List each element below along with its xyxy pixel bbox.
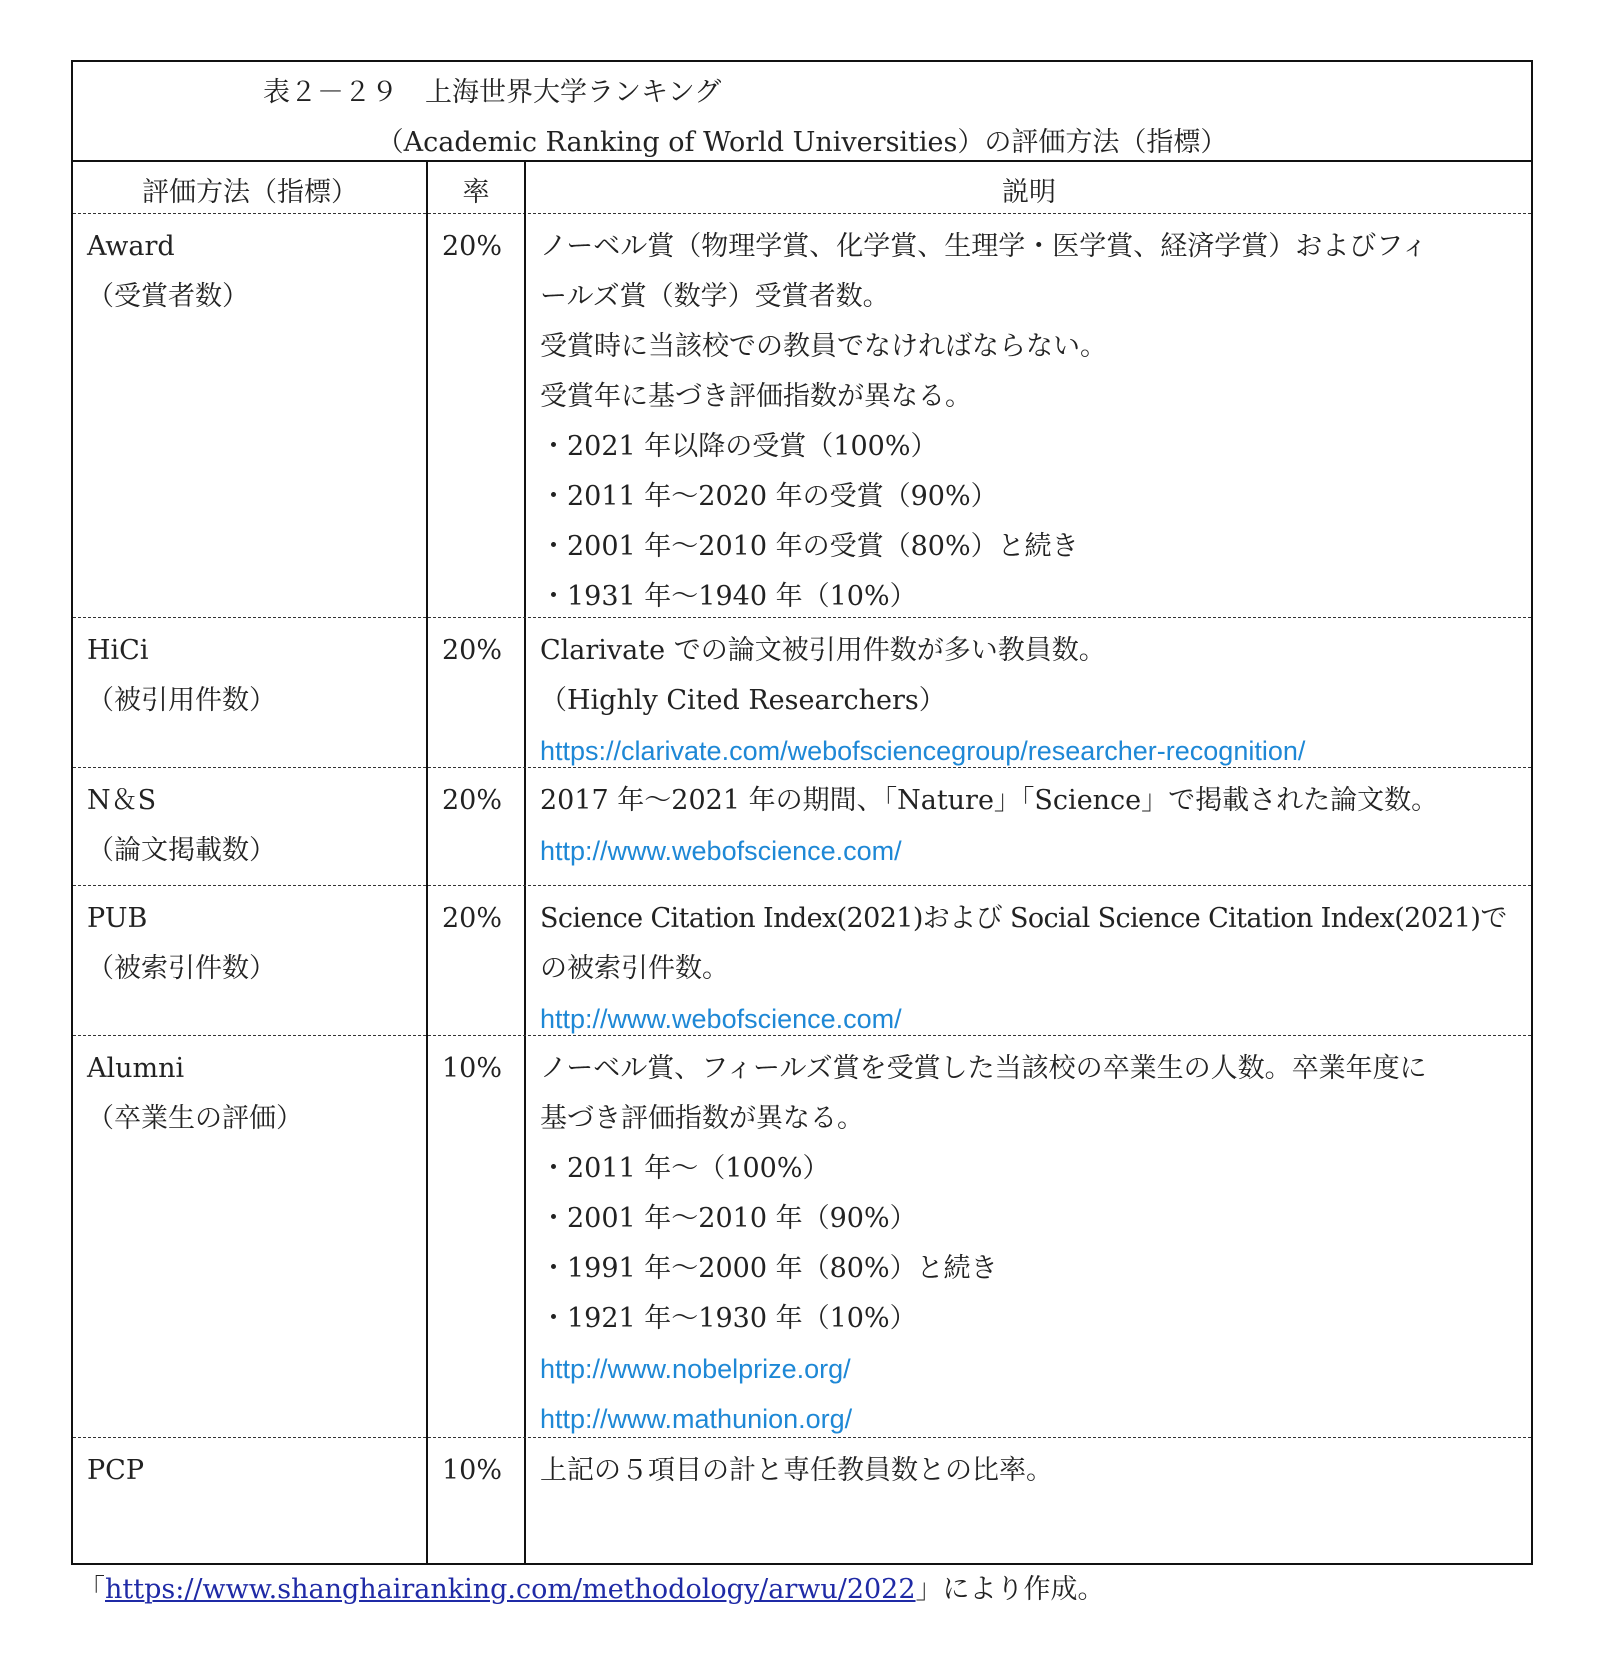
description-line: ・2001 年～2010 年の受賞（80%）と続き <box>540 531 1079 562</box>
method-name: N＆S <box>87 785 157 816</box>
source-link[interactable]: https://www.shanghairanking.com/methodology/arwu/2022 <box>105 1574 916 1605</box>
description-line: Science Citation Index(2021)および Social Science Citation Index(2021)で <box>540 903 1507 934</box>
method-name: Award <box>87 231 175 262</box>
description-line: 上記の５項目の計と専任教員数との比率。 <box>540 1455 1053 1486</box>
description-cell <box>540 222 1525 622</box>
description-cell <box>540 1446 1525 1496</box>
header-description: 説明 <box>1002 177 1056 208</box>
description-cell <box>540 626 1525 776</box>
description-line: ・2011 年～2020 年の受賞（90%） <box>540 481 998 512</box>
description-cell <box>540 894 1525 1044</box>
table-row-ns <box>73 768 1531 886</box>
description-cell <box>540 776 1525 876</box>
description-line: （Highly Cited Researchers） <box>540 685 946 716</box>
method-cell <box>87 1446 144 1496</box>
method-cell <box>87 222 249 322</box>
table-title-line2: （Academic Ranking of World Universities）の評価方法（指標） <box>376 127 1228 158</box>
method-sub: （受賞者数） <box>87 281 249 312</box>
header-method: 評価方法（指標） <box>142 177 358 208</box>
description-line: 2017 年～2021 年の期間、「Nature」「Science」で掲載された論文数。 <box>540 785 1439 816</box>
description-line: ノーベル賞、フィールズ賞を受賞した当該校の卒業生の人数。卒業年度に <box>540 1053 1427 1084</box>
description-line: ・1921 年～1930 年（10%） <box>540 1303 917 1334</box>
reference-link[interactable]: http://www.mathunion.org/ <box>540 1404 853 1434</box>
description-cell <box>540 1044 1525 1444</box>
table-row-award <box>73 214 1531 618</box>
header-rate: 率 <box>462 177 490 208</box>
description-line: ノーベル賞（物理学賞、化学賞、生理学・医学賞、経済学賞）およびフィ <box>540 231 1429 262</box>
description-line: 受賞年に基づき評価指数が異なる。 <box>540 381 972 412</box>
table-row-alumni <box>73 1036 1531 1438</box>
method-cell <box>87 1044 303 1144</box>
method-cell <box>87 776 276 876</box>
reference-link[interactable]: https://clarivate.com/webofsciencegroup/researcher-recognition/ <box>540 736 1306 766</box>
method-name: HiCi <box>87 635 149 666</box>
description-line: ・2011 年～（100%） <box>540 1153 830 1184</box>
table-row-pcp <box>73 1438 1531 1565</box>
rate-cell: 20% <box>441 231 502 262</box>
table-title-line1: 表２－２９ 上海世界大学ランキング <box>263 77 722 108</box>
method-cell <box>87 626 276 726</box>
table-row-hici <box>73 618 1531 768</box>
reference-link[interactable]: http://www.webofscience.com/ <box>540 1004 902 1034</box>
table-row-pub <box>73 886 1531 1036</box>
source-note <box>78 1567 1105 1606</box>
description-line: ・2021 年以降の受賞（100%） <box>540 431 938 462</box>
description-line: 基づき評価指数が異なる。 <box>540 1103 864 1134</box>
rate-cell: 20% <box>441 903 502 934</box>
rate-cell: 20% <box>441 785 502 816</box>
method-name: PUB <box>87 903 148 934</box>
source-suffix: 」により作成。 <box>915 1574 1105 1605</box>
table-title <box>73 62 1531 162</box>
evaluation-table <box>71 60 1533 1565</box>
table-header-row <box>73 162 1531 214</box>
method-name: PCP <box>87 1455 144 1486</box>
description-line: ールズ賞（数学）受賞者数。 <box>540 281 890 312</box>
description-line: の被索引件数。 <box>540 953 729 984</box>
reference-link[interactable]: http://www.nobelprize.org/ <box>540 1354 851 1384</box>
description-line: ・1931 年～1940 年（10%） <box>540 581 917 612</box>
method-sub: （被索引件数） <box>87 953 276 984</box>
rate-cell: 10% <box>441 1053 502 1084</box>
description-line: ・1991 年～2000 年（80%）と続き <box>540 1253 998 1284</box>
source-open-bracket: 「 <box>78 1574 105 1605</box>
method-sub: （論文掲載数） <box>87 835 276 866</box>
method-sub: （被引用件数） <box>87 685 276 716</box>
rate-cell: 20% <box>441 635 502 666</box>
method-sub: （卒業生の評価） <box>87 1103 303 1134</box>
method-name: Alumni <box>87 1053 185 1084</box>
rate-cell: 10% <box>441 1455 502 1486</box>
description-line: Clarivate での論文被引用件数が多い教員数。 <box>540 635 1106 666</box>
reference-link[interactable]: http://www.webofscience.com/ <box>540 836 902 866</box>
method-cell <box>87 894 276 994</box>
description-line: ・2001 年～2010 年（90%） <box>540 1203 917 1234</box>
description-line: 受賞時に当該校での教員でなければならない。 <box>540 331 1107 362</box>
